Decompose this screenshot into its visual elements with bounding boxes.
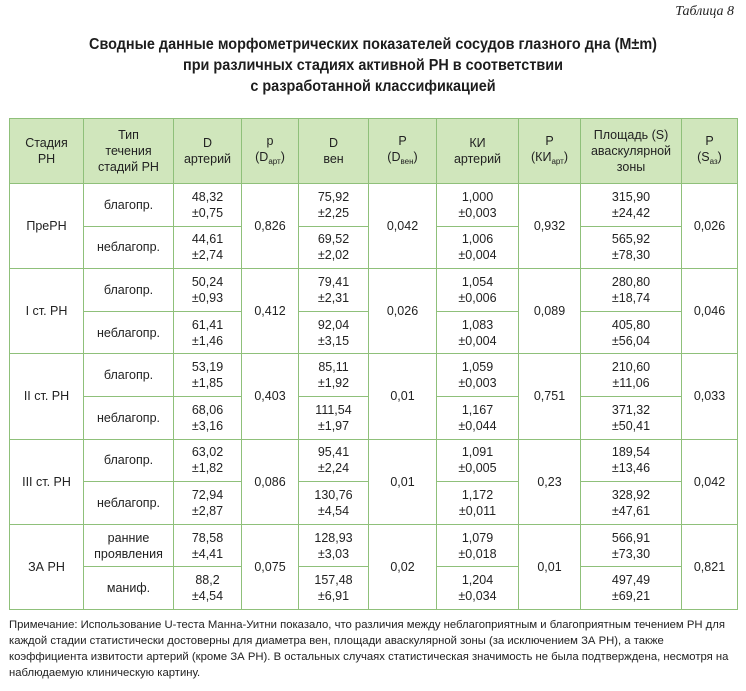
d-veins-cell: 130,76 ±4,54 [299,482,369,525]
p-ki-cell: 0,089 [519,269,581,354]
avascular-area-cell: 328,92 ±47,61 [581,482,682,525]
p-s-cell: 0,033 [682,354,738,439]
p-s-cell: 0,026 [682,184,738,269]
p-d-ven-cell: 0,01 [369,354,437,439]
table-number: Таблица 8 [675,4,734,19]
header-course-type: Тип течения стадий РН [84,119,174,184]
header-row [10,119,738,184]
title-line: с разработанной классификацией [250,78,496,95]
d-arteries-cell: 53,19 ±1,85 [174,354,242,397]
avascular-area-cell: 566,91 ±73,30 [581,524,682,567]
table-row [10,439,738,482]
header-stage: Стадия РН [10,119,84,184]
p-s-cell: 0,046 [682,269,738,354]
p-ki-cell: 0,932 [519,184,581,269]
stage-cell: ЗА РН [10,524,84,609]
ki-arteries-cell: 1,059 ±0,003 [437,354,519,397]
ki-arteries-cell: 1,172 ±0,011 [437,482,519,525]
course-type-cell: благопр. [84,269,174,312]
d-veins-cell: 111,54 ±1,97 [299,396,369,439]
avascular-area-cell: 565,92 ±78,30 [581,226,682,269]
title-line: Сводные данные морфометрических показателей сосудов глазного дна (M±m) [89,36,657,53]
d-veins-cell: 92,04 ±3,15 [299,311,369,354]
p-s-cell: 0,042 [682,439,738,524]
ki-arteries-cell: 1,091 ±0,005 [437,439,519,482]
course-type-cell: неблагопр. [84,311,174,354]
header-ki-arteries: КИ артерий [437,119,519,184]
header-p-d-ven: P $(D_{вен})$ [369,119,437,184]
header-p-ki: P $(КИ_{арт})$ [519,119,581,184]
d-arteries-cell: 78,58 ±4,41 [174,524,242,567]
d-veins-cell: 95,41 ±2,24 [299,439,369,482]
d-arteries-cell: 68,06 ±3,16 [174,396,242,439]
table-body [10,184,738,610]
ki-arteries-cell: 1,054 ±0,006 [437,269,519,312]
avascular-area-cell: 405,80 ±56,04 [581,311,682,354]
table-title [26,34,720,97]
p-d-ven-cell: 0,01 [369,439,437,524]
course-type-cell: ранние проявления [84,524,174,567]
p-d-ven-cell: 0,026 [369,269,437,354]
ki-arteries-cell: 1,079 ±0,018 [437,524,519,567]
table-note: Примечание: Использование U-теста Манна-Уитни показало, что различия между неблагоприятным и благоприятным течением РН для каждой стадии статистически достоверны для диаметра вен, площади аваскулярной зоны (за исключением ЗА РН), а также коэффициента извитости артерий (кроме ЗА РН). В остальных случаях статистическая значимость не была подтверждена, несмотря на наблюдаемую клиническую картину. [9,619,729,679]
stage-cell: II ст. РН [10,354,84,439]
p-d-ven-cell: 0,02 [369,524,437,609]
header-avascular-area: Площадь (S) аваскулярной зоны [581,119,682,184]
avascular-area-cell: 210,60 ±11,06 [581,354,682,397]
d-veins-cell: 85,11 ±1,92 [299,354,369,397]
stage-cell: ПреРН [10,184,84,269]
course-type-cell: благопр. [84,184,174,227]
ki-arteries-cell: 1,006 ±0,004 [437,226,519,269]
avascular-area-cell: 189,54 ±13,46 [581,439,682,482]
table-row [10,354,738,397]
header-d-veins: D вен [299,119,369,184]
avascular-area-cell: 280,80 ±18,74 [581,269,682,312]
d-veins-cell: 157,48 ±6,91 [299,567,369,610]
d-arteries-cell: 72,94 ±2,87 [174,482,242,525]
course-type-cell: неблагопр. [84,396,174,439]
table-row [10,184,738,227]
p-d-art-cell: 0,086 [242,439,299,524]
p-ki-cell: 0,751 [519,354,581,439]
course-type-cell: благопр. [84,354,174,397]
avascular-area-cell: 497,49 ±69,21 [581,567,682,610]
p-d-art-cell: 0,403 [242,354,299,439]
d-arteries-cell: 48,32 ±0,75 [174,184,242,227]
d-veins-cell: 128,93 ±3,03 [299,524,369,567]
ki-arteries-cell: 1,083 ±0,004 [437,311,519,354]
course-type-cell: неблагопр. [84,482,174,525]
header-p-d-art: p $(D_{арт})$ [242,119,299,184]
stage-cell: III ст. РН [10,439,84,524]
d-arteries-cell: 61,41 ±1,46 [174,311,242,354]
ki-arteries-cell: 1,204 ±0,034 [437,567,519,610]
table-row [10,524,738,567]
d-veins-cell: 75,92 ±2,25 [299,184,369,227]
d-veins-cell: 69,52 ±2,02 [299,226,369,269]
d-arteries-cell: 88,2 ±4,54 [174,567,242,610]
p-d-ven-cell: 0,042 [369,184,437,269]
course-type-cell: маниф. [84,567,174,610]
p-ki-cell: 0,01 [519,524,581,609]
stage-cell: I ст. РН [10,269,84,354]
morphometry-table [9,118,738,610]
p-d-art-cell: 0,412 [242,269,299,354]
course-type-cell: неблагопр. [84,226,174,269]
table-row [10,269,738,312]
title-line: при различных стадиях активной РН в соответствии [183,57,563,74]
d-arteries-cell: 50,24 ±0,93 [174,269,242,312]
avascular-area-cell: 371,32 ±50,41 [581,396,682,439]
ki-arteries-cell: 1,000 ±0,003 [437,184,519,227]
d-arteries-cell: 63,02 ±1,82 [174,439,242,482]
course-type-cell: благопр. [84,439,174,482]
p-s-cell: 0,821 [682,524,738,609]
ki-arteries-cell: 1,167 ±0,044 [437,396,519,439]
p-d-art-cell: 0,075 [242,524,299,609]
p-ki-cell: 0,23 [519,439,581,524]
header-p-s: P $(S_{аз})$ [682,119,738,184]
header-d-arteries: D артерий [174,119,242,184]
d-veins-cell: 79,41 ±2,31 [299,269,369,312]
avascular-area-cell: 315,90 ±24,42 [581,184,682,227]
p-d-art-cell: 0,826 [242,184,299,269]
d-arteries-cell: 44,61 ±2,74 [174,226,242,269]
